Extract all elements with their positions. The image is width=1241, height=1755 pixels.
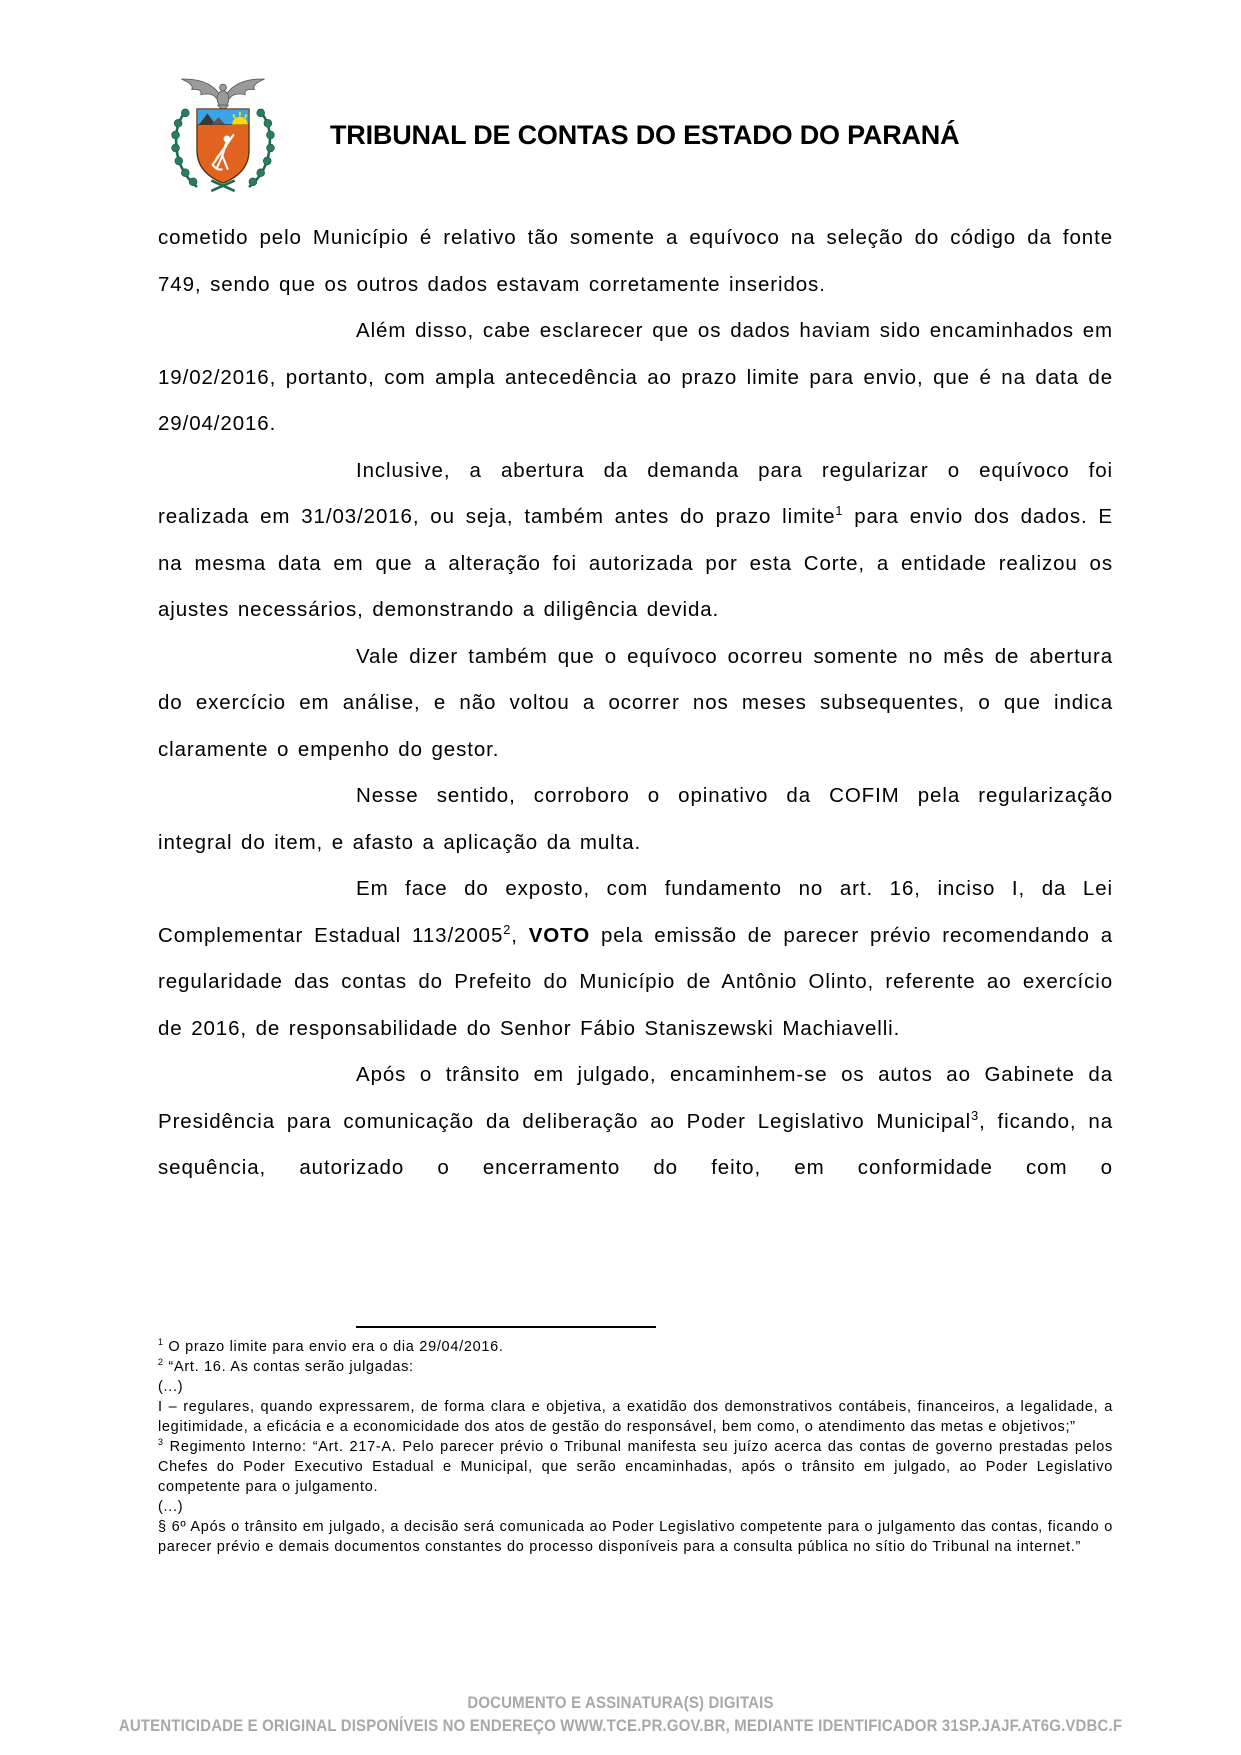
footnote-separator — [356, 1326, 656, 1328]
document-header — [158, 70, 1113, 200]
paragraph — [158, 773, 1113, 866]
footnote-ref: 1 — [158, 1336, 164, 1347]
footnote — [158, 1357, 1113, 1377]
paragraph — [158, 308, 1113, 448]
footnote — [158, 1397, 1113, 1437]
paragraph — [158, 448, 1113, 634]
document-body — [158, 215, 1113, 1192]
paragraph — [158, 215, 1113, 308]
text-run: cometido pelo Município é relativo tão somente a equívoco na seleção do código da fonte 749, sendo que os outros dados estavam corretamente inseridos. — [158, 226, 1113, 296]
text-run: Vale dizer também que o equívoco ocorreu somente no mês de abertura do exercício em análise, e não voltou a ocorrer nos meses subsequentes, o que indica claramente o empenho do gestor. — [158, 644, 1113, 761]
text-run: , — [511, 923, 529, 947]
footnote — [158, 1497, 1113, 1517]
text-run: VOTO — [528, 923, 591, 947]
text-run: Inclusive, a abertura da demanda para regularizar o equívoco foi realizada em 31/03/2016, ou seja, também antes do prazo limite — [158, 458, 1113, 528]
paragraph — [158, 634, 1113, 774]
document-footer — [0, 1691, 1241, 1737]
text-run: Após o trânsito em julgado, encaminhem-se os autos ao Gabinete da Presidência para comunicação da deliberação ao Poder Legislativo Municipal — [158, 1063, 1113, 1133]
text-run: Em face do exposto, com fundamento no art. 16, inciso I, da Lei Complementar Estadual 113/2005 — [158, 877, 1113, 947]
footnote-ref: 3 — [971, 1107, 980, 1123]
footer-line-digital-signature: DOCUMENTO E ASSINATURA(S) DIGITAIS — [467, 1693, 774, 1712]
footnote-ref: 3 — [158, 1436, 164, 1447]
text-run: (...) — [158, 1498, 184, 1515]
parana-coat-of-arms-icon — [158, 70, 288, 200]
coat-of-arms-graphic — [158, 70, 288, 200]
text-run: pela emissão de parecer prévio recomendando a regularidade das contas do Prefeito do Município de Antônio Olinto, referente ao exercício de 2016, de responsabilidade do Senhor Fábio Staniszewski Machiavelli. — [158, 923, 1113, 1040]
text-run: Regimento Interno: “Art. 217-A. Pelo parecer prévio o Tribunal manifesta seu juízo acerca das contas de governo prestadas pelos Chefes do Poder Executivo Estadual e Municipal, que serão encaminhadas, após o trânsito em julgado, ao Poder Legislativo competente para o julgamento. — [158, 1438, 1113, 1495]
text-run: para envio dos dados. E na mesma data em que a alteração foi autorizada por esta Corte, a entidade realizou os ajustes necessários, demonstrando a diligência devida. — [158, 505, 1113, 621]
footer-line-authenticity: AUTENTICIDADE E ORIGINAL DISPONÍVEIS NO ENDEREÇO WWW.TCE.PR.GOV.BR, MEDIANTE IDENTIFICADOR 31SP.JAJF.AT6G.VDBC.F — [118, 1716, 1123, 1735]
text-run: (...) — [158, 1378, 184, 1395]
paragraph — [158, 1052, 1113, 1192]
text-run: § 6º Após o trânsito em julgado, a decisão será comunicada ao Poder Legislativo competente para o julgamento das contas, ficando o parecer prévio e demais documentos constantes do processo disponíveis para a consulta pública no sítio do Tribunal na internet.” — [158, 1518, 1113, 1555]
text-run: O prazo limite para envio era o dia 29/04/2016. — [163, 1338, 504, 1355]
footnote-ref: 2 — [503, 921, 512, 937]
footnote — [158, 1377, 1113, 1397]
text-run: “Art. 16. As contas serão julgadas: — [163, 1358, 414, 1375]
text-run: , ficando, na sequência, autorizado o encerramento do feito, em conformidade com o — [158, 1109, 1114, 1179]
paragraph — [158, 866, 1113, 1052]
page-title: TRIBUNAL DE CONTAS DO ESTADO DO PARANÁ — [330, 119, 960, 150]
footnote-ref: 2 — [158, 1356, 164, 1367]
footnote — [158, 1517, 1113, 1557]
footnotes-section — [158, 1337, 1113, 1557]
text-run: Além disso, cabe esclarecer que os dados haviam sido encaminhados em 19/02/2016, portanto, com ampla antecedência ao prazo limite para envio, que é na data de 29/04/2016. — [158, 319, 1113, 435]
text-run: Nesse sentido, corroboro o opinativo da COFIM pela regularização integral do item, e afasto a aplicação da multa. — [158, 784, 1113, 854]
text-run: I – regulares, quando expressarem, de forma clara e objetiva, a exatidão dos demonstrativos contábeis, financeiros, a legalidade, a legitimidade, a eficácia e a economicidade dos atos de gestão do responsável, bem como, o atendimento das metas e objetivos;” — [158, 1398, 1113, 1435]
footnote-ref: 1 — [835, 503, 844, 519]
footnote — [158, 1337, 1113, 1357]
footnote — [158, 1437, 1113, 1497]
